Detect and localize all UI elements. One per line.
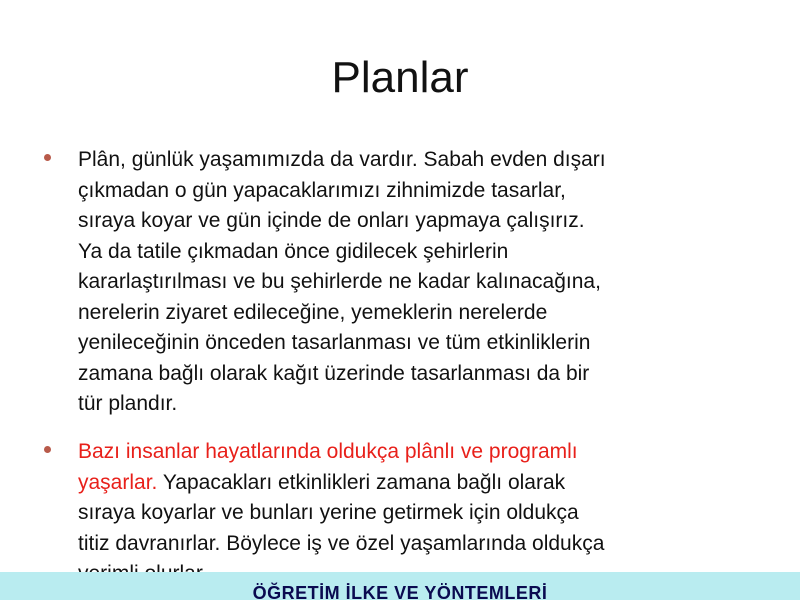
bullet-line: Plân, günlük yaşamımızda da vardır. Sabah evden dışarı: [78, 148, 606, 171]
bullet-line: yenileceğinin önceden tasarlanması ve tüm etkinliklerin: [78, 331, 591, 354]
footer-band: [0, 572, 800, 603]
footer-title: ÖĞRETİM İLKE VE YÖNTEMLERİ: [252, 583, 548, 603]
bullet-line: zamana bağlı olarak kağıt üzerinde tasarlanması da bir: [78, 361, 590, 385]
bullet-line-highlight: Bazı insanlar hayatlarında oldukça plânlı ve programlı: [78, 440, 578, 463]
bullet-line: kararlaştırılması ve bu şehirlerde ne kadar kalınacağına,: [78, 270, 601, 293]
bullet-line: titiz davranırlar. Böylece iş ve özel yaşamlarında oldukça: [78, 531, 605, 555]
slide-title: Planlar: [331, 53, 469, 102]
bullet-dot-icon: [44, 154, 51, 161]
slide-content: [0, 140, 800, 572]
bullet-line: Ya da tatile çıkmadan önce gidilecek şehirlerin: [78, 239, 509, 263]
bullet-dot-icon: [44, 446, 51, 453]
bullet-text: [78, 437, 778, 590]
bullet-line: nerelerin ziyaret edileceğine, yemeklerin nerelerde: [78, 300, 548, 324]
bullet-text-segment: Yapacakları etkinlikleri zamana bağlı olarak: [157, 470, 566, 494]
bullet-line: sıraya koyarlar ve bunları yerine getirmek için oldukça: [78, 501, 579, 524]
bullet-text: [78, 145, 778, 420]
bullet-line: sıraya koyar ve gün içinde de onları yapmaya çalışırız.: [78, 209, 585, 232]
bullet-line: tür plandır.: [78, 392, 178, 415]
bullet-highlight-text: yaşarlar.: [78, 470, 158, 494]
bullet-line: [78, 468, 778, 499]
bullet-line: çıkmadan o gün yapacaklarımızı zihnimizde tasarlar,: [78, 178, 566, 202]
